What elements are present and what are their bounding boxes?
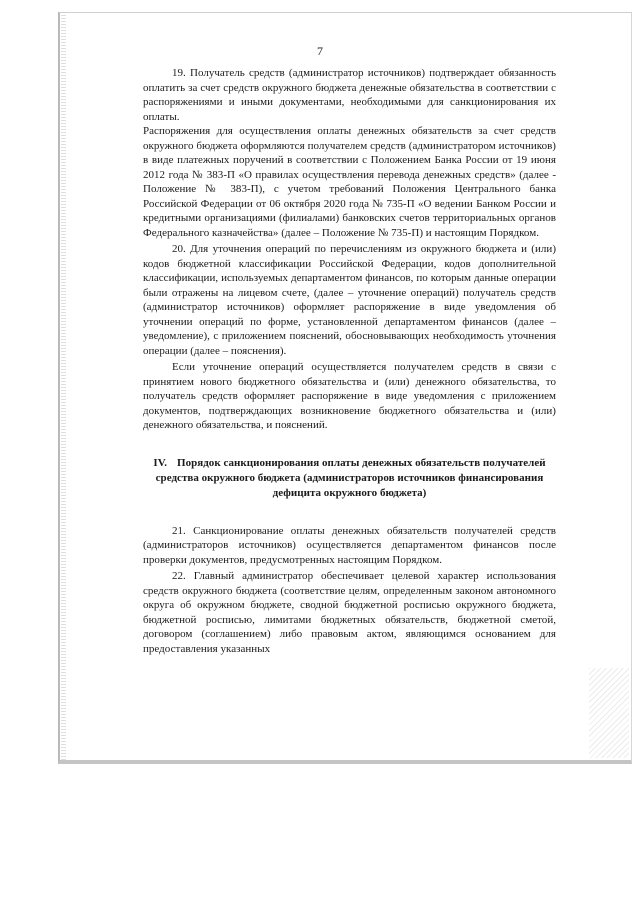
paragraph-21: 21. Санкционирование оплаты денежных обязательств получателей средств (администраторов источников) осуществляется департаментом финансов после проверки документов, предусмотренных настоящим Порядком. — [143, 524, 556, 566]
page-number: 7 — [317, 44, 323, 58]
paragraph-19: 19. Получатель средств (администратор источников) подтверждает обязанность оплатить за счет средств окружного бюджета денежные обязательства в соответствии с распоряжениями и иными документами, необходимыми для санкционирования их оплаты. — [143, 67, 556, 123]
paragraph-19-continuation: Распоряжения для осуществления оплаты денежных обязательств за счет средств окружного бюджета оформляются получателем средств (администратором источников) в виде платежных поручений в соответствии с Положением Банка России от 19 июня 2012 года № 383-П «О правилах осуществления перевода денежных средств» (далее - Положение № 383-П), с учетом требований Положения Центрального банка Российской Федерации от 06 октября 2020 года № 735-П «О ведении Банком России и кредитными организациями (филиалами) банковских счетов территориальных органов Федерального казначейства» (далее – Положение № 735-П) и настоящим Порядком. — [143, 125, 556, 239]
paragraph-20-continuation: Если уточнение операций осуществляется получателем средств в связи с принятием нового бюджетного обязательства и (или) денежного обязательства, то получатель средств оформляет распоряжение в виде уведомления с приложением документов, подтверждающих возникновение бюджетного обязательства и (или) денежного обязательства, и пояснений. — [143, 361, 556, 431]
paragraph-20: 20. Для уточнения операций по перечислениям из окружного бюджета и (или) кодов бюджетной классификации Российской Федерации, кодов дополнительной классификации, используемых департаментом финансов, по которым данные операции были отражены на лицевом счете, (далее – уточнение операций) получатель средств (администратор источников) оформляет распоряжение в виде уведомления об уточнении операций по форме, установленной департаментом финансов (далее – уведомление), с приложением пояснений, обосновывающих необходимость уточнения операции (далее – пояснения). — [143, 243, 556, 357]
paragraph-22: 22. Главный администратор обеспечивает целевой характер использования средств окружного бюджета (соответствие целям, определенным законом автономного округа об окружном бюджете, сводной бюджетной росписью окружного бюджета, бюджетной росписью, лимитами бюджетных обязательств, бюджетной сметой, договором (соглашением) либо правовым актом, являющимся основанием для предоставления указанных — [143, 570, 556, 655]
section-heading — [143, 456, 556, 501]
document-body — [143, 66, 556, 656]
section-title: Порядок санкционирования оплаты денежных обязательств получателей средства окружного бюджета (администраторов источников финансирования дефицита окружного бюджета) — [155, 456, 546, 499]
section-numeral: IV. — [153, 456, 168, 469]
